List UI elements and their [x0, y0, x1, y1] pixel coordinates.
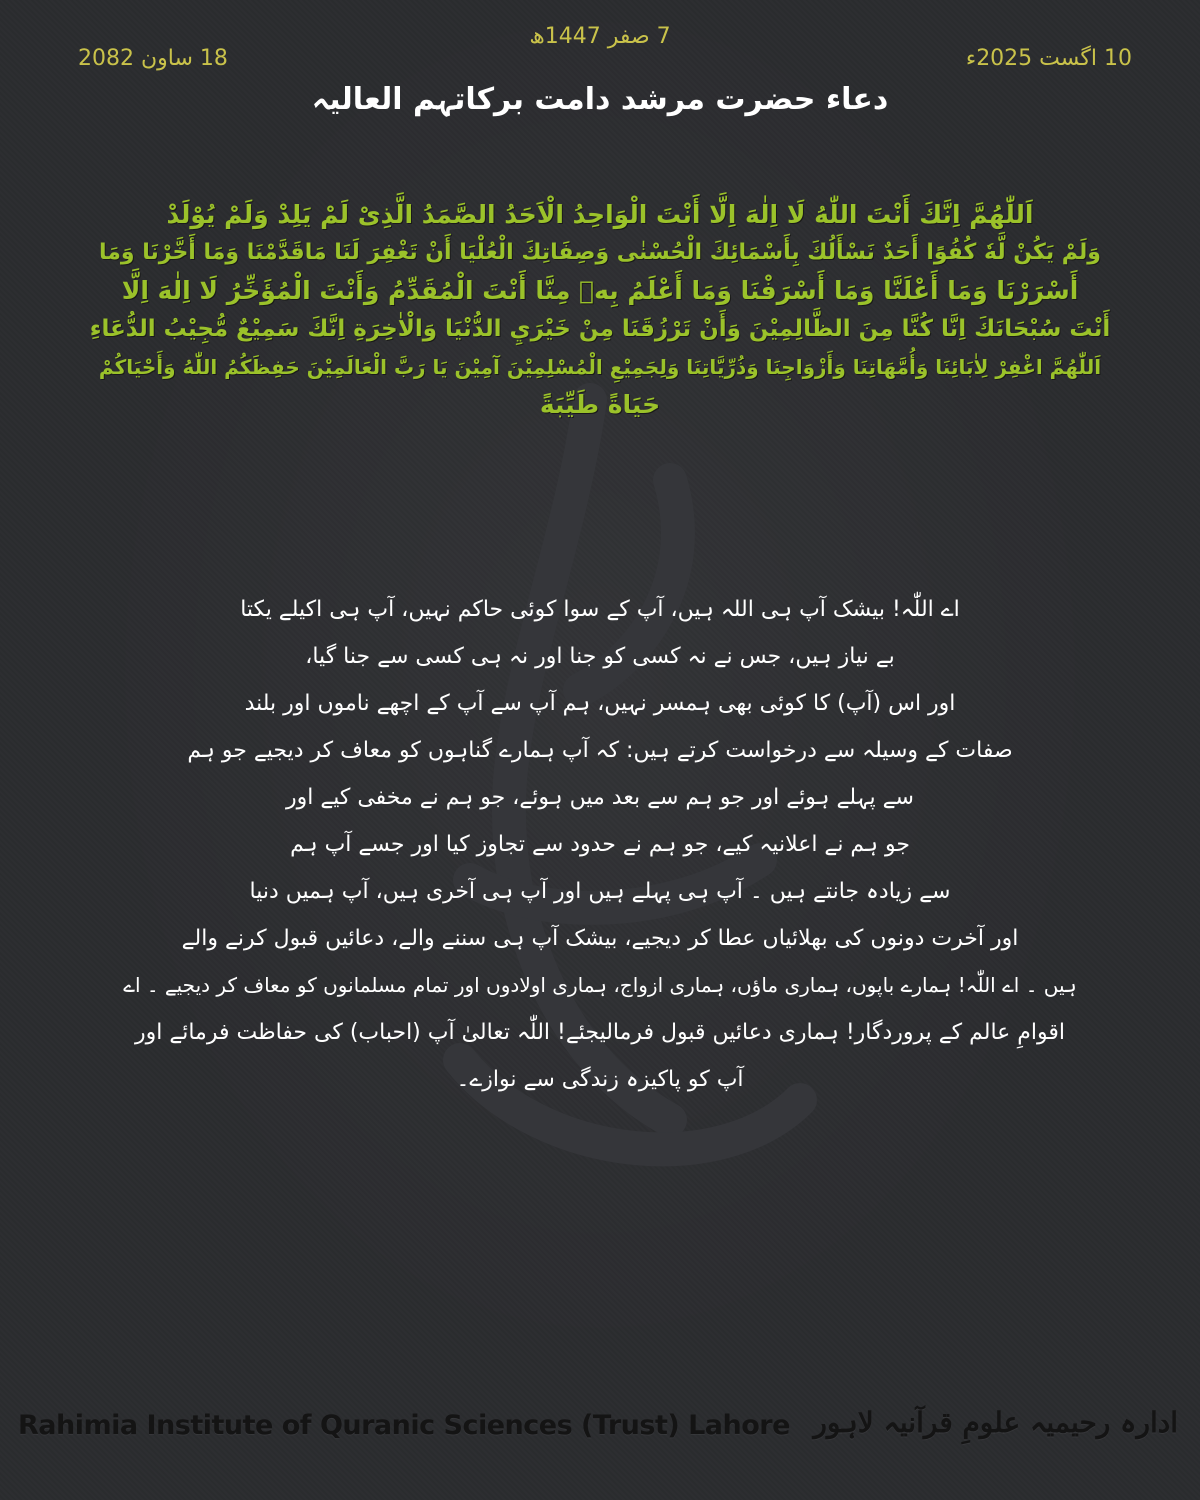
translation-line: اقوامِ عالم کے پروردگار! ہماری دعائیں قبول فرمالیجئے! اللّٰہ تعالیٰ آپ (احباب) کی حفاظت فرمائے اور: [134, 1020, 1065, 1045]
arabic-dua-line: اَللّٰھُمَّ اِنَّكَ أَنْتَ اللّٰهُ لَا اِلٰهَ اِلَّا أَنْتَ الْوَاحِدُ الْاَحَدُ الصَّمَدُ الَّذِیْ لَمْ يَلِدْ وَلَمْ يُوْلَدْ: [166, 200, 1034, 229]
institute-name-english: Rahimia Institute of Quranic Sciences (Trust) Lahore: [18, 1410, 790, 1441]
footer: [0, 1402, 1200, 1472]
translation-line: صفات کے وسیلہ سے درخواست کرتے ہیں: کہ آپ ہمارے گناہوں کو معاف کر دیجیے جو ہم: [187, 738, 1013, 763]
date-bikrami: 18 ساون 2082: [78, 46, 228, 71]
translation-line: سے پہلے ہوئے اور جو ہم سے بعد میں ہوئے، جو ہم نے مخفی کیے اور: [285, 785, 914, 810]
date-hijri: 7 صفر 1447ھ: [529, 24, 671, 49]
arabic-dua-line: أَسْرَرْنَا وَمَا أَعْلَنَّا وَمَا أَسْرَفْنَا وَمَا أَعْلَمُ بِهٖ مِنَّا أَنْتَ الْمُقَدِّمُ وَأَنْتَ الْمُؤَخِّرُ لَا اِلٰهَ اِلَّا: [121, 276, 1079, 305]
translation-line: اور اس (آپ) کا کوئی بھی ہمسر نہیں، ہم آپ سے آپ کے اچھے ناموں اور بلند: [244, 691, 956, 716]
translation-line: بے نیاز ہیں، جس نے نہ کسی کو جنا اور نہ ہی کسی سے جنا گیا،: [305, 644, 895, 669]
translation-line: اے اللّٰہ! بیشک آپ ہی اللہ ہیں، آپ کے سوا کوئی حاکم نہیں، آپ ہی اکیلے یکتا: [240, 597, 960, 622]
translation-line: سے زیادہ جانتے ہیں ۔ آپ ہی پہلے ہیں اور آپ ہی آخری ہیں، آپ ہمیں دنیا: [249, 879, 951, 904]
page-title: دعاء حضرت مرشد دامت برکاتہم العالیہ: [311, 82, 889, 117]
date-gregorian: 10 اگست 2025ء: [965, 46, 1132, 71]
translation-line: آپ کو پاکیزہ زندگی سے نوازے۔: [456, 1067, 744, 1092]
urdu-translation-text: [100, 586, 1100, 1103]
translation-line: ہیں ۔ اے اللّٰہ! ہمارے باپوں، ہماری ماؤں، ہماری ازواج، ہماری اولادوں اور تمام مسلمانوں کو معاف کر دیجیے ۔ اے: [123, 973, 1077, 997]
arabic-dua-text: [80, 196, 1120, 424]
institute-name-urdu-logo: ادارہ رحیمیہ علومِ قرآنیہ لاہور: [813, 1406, 1178, 1439]
arabic-dua-line: أَنْتَ سُبْحَانَكَ اِنَّا كُنَّا مِنَ الظَّالِمِيْنَ وَأَنْ تَرْزُقَنَا مِنْ خَيْرَيِ الدُّنْيَا وَالْاٰخِرَةِ اِنَّكَ سَمِيْعٌ مُّجِيْبُ الدُّعَاءِ: [89, 316, 1111, 342]
arabic-dua-line: اَللّٰھُمَّ اغْفِرْ لِاٰبَائِنَا وَأُمَّهَاتِنَا وَأَزْوَاجِنَا وَذُرِّيَّاتِنَا وَلِجَمِيْعِ الْمُسْلِمِيْنَ آمِيْنَ يَا رَبَّ الْعَالَمِيْنَ حَفِظَكُمُ اللّٰهُ وَأَحْيَاكُمْ: [98, 355, 1102, 379]
arabic-dua-line: حَيَاةً طَيِّبَةً: [539, 390, 661, 419]
translation-line: جو ہم نے اعلانیہ کیے، جو ہم نے حدود سے تجاوز کیا اور جسے آپ ہم: [290, 832, 910, 857]
translation-line: اور آخرت دونوں کی بھلائیاں عطا کر دیجیے، بیشک آپ ہی سننے والے، دعائیں قبول کرنے والے: [181, 926, 1019, 951]
arabic-dua-line: وَلَمْ يَكُنْ لَّهٗ كُفُوًا أَحَدٌ نَسْأَلُكَ بِأَسْمَائِكَ الْحُسْنٰى وَصِفَاتِكَ الْعُلْيَا أَنْ تَغْفِرَ لَنَا مَاقَدَّمْنَا وَمَا أَخَّرْنَا وَمَا: [99, 240, 1101, 265]
